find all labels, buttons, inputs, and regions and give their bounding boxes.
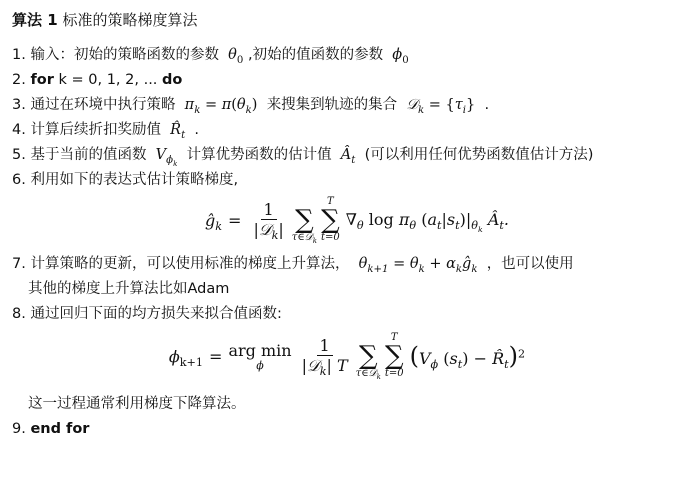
- step-number: 4.: [12, 122, 26, 138]
- theta0-symbol: $\theta_0$: [223, 47, 244, 66]
- step-4: [12, 119, 662, 141]
- step-text: 计算优势函数的估计值: [186, 147, 332, 163]
- step-number: 1.: [12, 47, 26, 63]
- algorithm-name: 标准的策略梯度算法: [62, 11, 198, 29]
- step-number: 2.: [12, 72, 26, 88]
- step-text: 利用如下的表达式估计策略梯度,: [30, 172, 239, 188]
- step-text: 通过回归下面的均方损失来拟合值函数:: [30, 306, 282, 322]
- step-text: ，也可以使用: [486, 256, 574, 272]
- step-1: [12, 44, 662, 66]
- algorithm-title: [12, 10, 662, 30]
- phi0-symbol: $\phi_0$: [387, 47, 409, 66]
- step-text: 基于当前的值函数: [30, 147, 147, 163]
- step-8-continued: [12, 393, 662, 415]
- step-number: 9.: [12, 421, 26, 437]
- advantage-symbol: $Â_t$: [336, 147, 356, 166]
- policy-formula: $\pi_k = \pi(\theta_k)$: [180, 97, 258, 116]
- value-function-symbol: $V_{\phi_k}$: [151, 147, 178, 168]
- step-text: 输入：初始的策略函数的参数: [30, 47, 219, 63]
- algorithm-number: 算法 1: [12, 11, 58, 29]
- step-number: 7.: [12, 256, 26, 272]
- loop-range: k = 0, 1, 2, ...: [58, 72, 158, 88]
- step-text: 其他的梯度上升算法比如Adam: [28, 281, 230, 297]
- step-text: 计算后续折扣奖励值: [30, 122, 161, 138]
- step-5: [12, 144, 662, 166]
- step-number: 8.: [12, 306, 26, 322]
- step-8: [12, 303, 662, 325]
- policy-gradient-equation: $ĝ_k$ = $\frac{1}{|𝒟_k|}$ ∑ τ∈𝒟$_k$ T ∑ t=0 $\nabla_\theta$ $\log \pi_\theta$ $(a_t|s_t)|_{\theta_k}$ $Â_t$.: [205, 196, 509, 245]
- step-7: [12, 253, 662, 275]
- step-text: ,初始的值函数的参数: [247, 47, 384, 63]
- step-number: 5.: [12, 147, 26, 163]
- gradient-ascent-formula: $\theta_{k+1} = \theta_k$ + $\alpha_kĝ_k$: [354, 256, 478, 275]
- step-9: [12, 418, 662, 440]
- keyword-do: do: [162, 72, 183, 88]
- step-7-continued: [12, 278, 662, 300]
- keyword-for: for: [30, 72, 54, 88]
- step-number: 3.: [12, 97, 26, 113]
- step-text: 通过在环境中执行策略: [30, 97, 176, 113]
- value-regression-equation: $\phi_{k+1}$ = arg min ϕ $\frac{1}{|𝒟_k| T}$ ∑ τ∈𝒟$_k$ T ∑ t=0 ($V_\phi$ $(s_t)$ − $R̂_t)^2$: [168, 332, 526, 381]
- step-6: [12, 169, 662, 191]
- step-3: [12, 94, 662, 116]
- step-text: 这一过程通常利用梯度下降算法。: [28, 396, 246, 412]
- step-text: 来搜集到轨迹的集合: [266, 97, 398, 113]
- step-text: .: [484, 97, 490, 113]
- step-2: [12, 69, 662, 91]
- trajectory-set-formula: 𝒟$_k$ = $\{\tau_i\}$: [401, 97, 476, 116]
- step-text: (可以利用任何优势函数值估计方法): [364, 147, 594, 163]
- step-number: 6.: [12, 172, 26, 188]
- reward-to-go-symbol: $R̂_t$: [165, 122, 186, 141]
- step-text: 计算策略的更新，可以使用标准的梯度上升算法，: [30, 256, 350, 272]
- keyword-end-for: end for: [30, 421, 90, 437]
- step-text: .: [194, 122, 199, 138]
